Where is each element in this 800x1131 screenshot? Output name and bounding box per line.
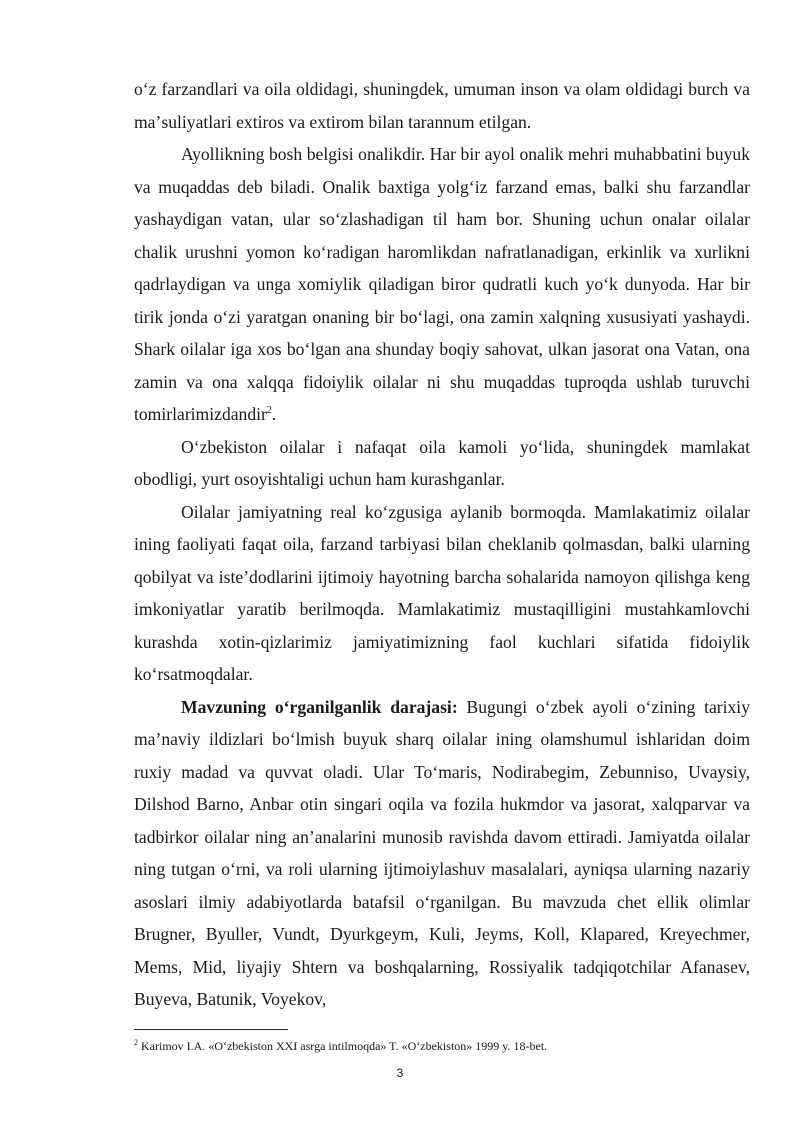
footnote-text: Karimov I.A. «Oʻzbekiston XXI asrga intilmoqda» T. «Oʻzbekiston» 1999 y. 18-bet. <box>138 1039 548 1053</box>
footnote <box>134 1039 750 1054</box>
paragraph-uzbekistan-families: Oʻzbekiston oilalar i nafaqat oila kamoli yoʻlida, shuningdek mamlakat obodligi, yurt osoyishtaligi uchun ham kurashganlar. <box>134 436 750 489</box>
paragraph-research-text: Bugungi oʻzbek ayoli oʻzining tarixiy maʼnaviy ildizlari boʻlmish buyuk sharq oilalar ining olamshumul ishlaridan doim ruxiy madad va quvvat oladi. Ular Toʻmaris, Nodirabegim, Zebunniso, Uvaysiy, Dilshod Barno, Anbar otin singari oqila va fozila hukmdor va jasorat, xalqparvar va tadbirkor oilalar ning anʼanalarini munosib ravishda davom ettiradi. Jamiyatda oilalar ning tutgan oʻrni, va roli ularning ijtimoiylashuv masalalari, ayniqsa ularning nazariy asoslari ilmiy adabiyotlarda batafsil oʻrganilgan. Bu mavzuda chet ellik olimlar Brugner, Byuller, Vundt, Dyurkgeym, Kuli, Jeyms, Koll, Klapared, Kreyechmer, Mems, Mid, liyajiy Shtern va boshqalarning, Rossiyalik tadqiqotchilar Afanasev, Buyeva, Batunik, Voyekov, <box>134 696 750 1009</box>
paragraph-motherhood-text: Ayollikning bosh belgisi onalikdir. Har bir ayol onalik mehri muhabbatini buyuk va muqaddas deb biladi. Onalik baxtiga yolgʻiz farzand emas, balki shu farzandlar yashaydigan vatan, ular soʻzlashadigan til ham bor. Shuning uchun onalar oilalar chalik urushni yomon koʻradigan haromlikdan nafratlanadigan, erkinlik va xurlikni qadrlaydigan va unga xomiylik qiladigan biror qudratli kuch yoʻk dunyoda. Har bir tirik jonda oʻzi yaratgan onaning bir boʻlagi, ona zamin xalqning xususiyati yashaydi. Shark oilalar iga xos boʻlgan ana shunday boqiy sahovat, ulkan jasorat ona Vatan, ona zamin va ona xalqqa fidoiylik oilalar ni shu muqaddas tuproqda ushlab turuvchi tomirlarimizdandir <box>134 144 750 424</box>
paragraph-continuation: oʻz farzandlari va oila oldidagi, shuningdek, umuman inson va olam oldidagi burch va maʼsuliyatlari extiros va extirom bilan tarannum etilgan. <box>134 79 750 132</box>
paragraph-motherhood <box>134 138 750 431</box>
footnote-mark: 2 <box>134 1038 138 1047</box>
section-heading: Mavzuning oʻrganilganlik darajasi: <box>181 696 458 717</box>
paragraph-motherhood-end: . <box>271 404 277 424</box>
footnote-reference[interactable]: 2 <box>266 405 272 417</box>
body-text <box>134 73 750 1016</box>
footnote-divider <box>134 1029 288 1030</box>
paragraph-research-degree <box>134 691 750 1016</box>
paragraph-society-mirror: Oilalar jamiyatning real koʻzgusiga aylanib bormoqda. Mamlakatimiz oilalar ining faoliyati faqat oila, farzand tarbiyasi bilan cheklanib qolmasdan, balki ularning qobilyat va isteʼdodlarini ijtimoiy hayotning barcha sohalarida namoyon qilishga keng imkoniyatlar yaratib berilmoqda. Mamlakatimiz mustaqilligini mustahkamlovchi kurashda xotin-qizlarimiz jamiyatimizning faol kuchlari sifatida fidoiylik koʻrsatmoqdalar. <box>134 501 750 684</box>
page-number: 3 <box>396 1066 404 1080</box>
